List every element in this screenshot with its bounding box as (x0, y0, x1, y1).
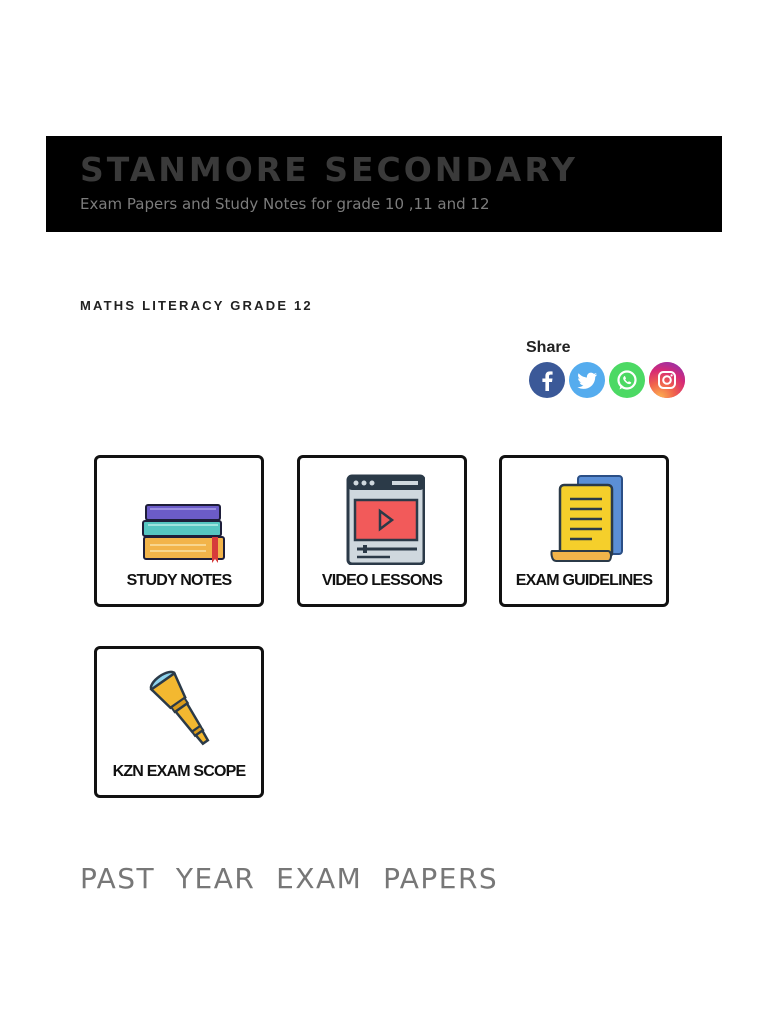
video-lessons-card[interactable] (297, 455, 467, 607)
twitter-icon (569, 362, 605, 398)
telescope-icon (145, 667, 221, 753)
card-label: VIDEO LESSONS (321, 572, 443, 589)
site-title[interactable]: STANMORE SECONDARY (80, 150, 578, 189)
card-label: KZN EXAM SCOPE (112, 763, 246, 780)
past-exam-papers-heading: PAST YEAR EXAM PAPERS (80, 862, 499, 895)
instagram-icon (649, 362, 685, 398)
instagram-share-button[interactable] (649, 362, 685, 398)
document-scroll-icon (548, 473, 628, 567)
study-notes-card[interactable] (94, 455, 264, 607)
facebook-icon (529, 362, 565, 398)
exam-guidelines-card[interactable] (499, 455, 669, 607)
whatsapp-icon (609, 362, 645, 398)
site-tagline: Exam Papers and Study Notes for grade 10 ,11 and 12 (80, 195, 490, 213)
whatsapp-share-button[interactable] (609, 362, 645, 398)
books-icon (140, 500, 230, 570)
kzn-exam-scope-card[interactable] (94, 646, 264, 798)
site-header (46, 136, 722, 232)
twitter-share-button[interactable] (569, 362, 605, 398)
video-player-icon (345, 473, 425, 565)
share-label: Share (526, 339, 571, 356)
card-label: STUDY NOTES (126, 572, 232, 589)
page-title: MATHS LITERACY GRADE 12 (80, 298, 313, 313)
card-label: EXAM GUIDELINES (515, 572, 653, 589)
facebook-share-button[interactable] (529, 362, 565, 398)
